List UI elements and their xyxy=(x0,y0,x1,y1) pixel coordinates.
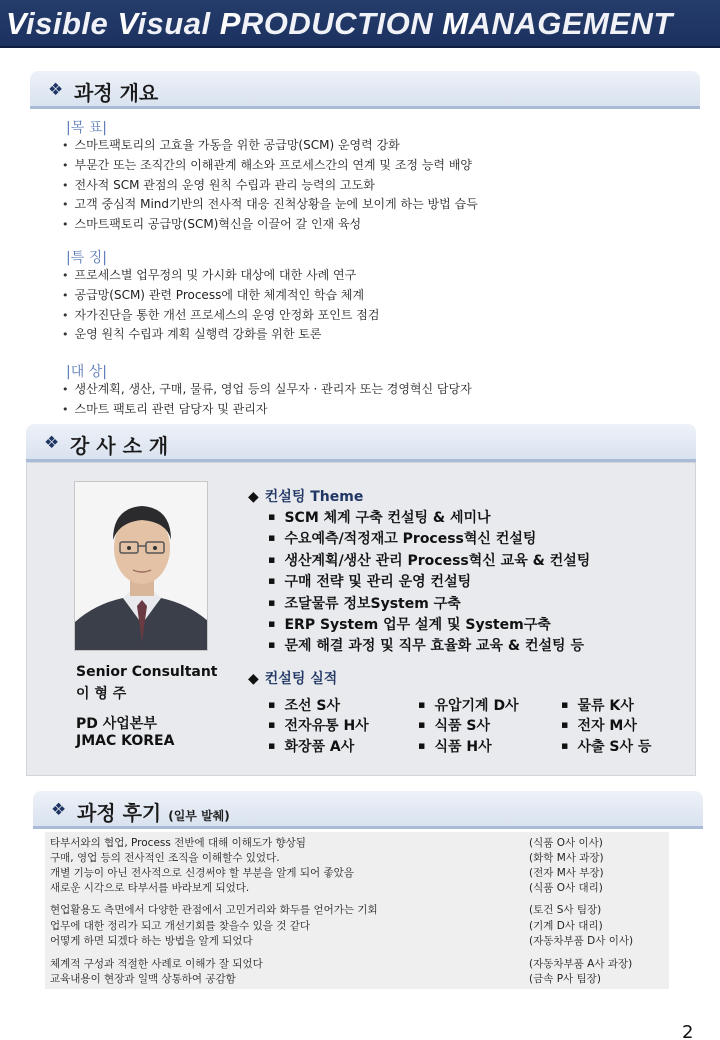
review-row: 교육내용이 현장과 일맥 상통하여 공감함 (금속 P사 팀장) xyxy=(50,973,601,985)
theme-heading: ◆ 컨설팅 Theme xyxy=(248,489,364,505)
list-item: • 스마트팩토리의 고효율 가동을 위한 공급망(SCM) 운영력 강화 xyxy=(62,136,478,156)
performance-item: ▪ 식품 H사 xyxy=(418,736,492,756)
diamond-bullet-icon: ❖ xyxy=(51,800,67,820)
list-item: • 고객 중심적 Mind기반의 전사적 대응 진척상황을 눈에 보이게 하는 방법 습득 xyxy=(62,195,478,215)
review-row: 체계적 구성과 적절한 사례로 이해가 잘 되었다 (자동차부품 A사 과장) xyxy=(50,958,633,970)
performance-item: ▪ 조선 S사 xyxy=(268,695,340,715)
instructor-division: PD 사업본부 xyxy=(76,716,157,732)
performance-item: ▪ 화장품 A사 xyxy=(268,736,354,756)
overview-title: 과정 개요 xyxy=(74,81,159,105)
review-row: 업무에 대한 정리가 되고 개선기회를 찾을수 있을 것 같다 (기계 D사 대리) xyxy=(50,920,603,932)
goal-list xyxy=(62,136,478,235)
review-row: 현업활용도 측면에서 다양한 관점에서 고민거리와 화두를 얻어가는 기회 (토건 S사 팀장) xyxy=(50,904,602,916)
list-item: • 자가진단을 통한 개선 프로세스의 운영 안정화 포인트 점검 xyxy=(62,306,379,326)
list-item: • 스마트 팩토리 관련 담당자 및 관리자 xyxy=(62,400,472,420)
list-item: • 생산계획, 생산, 구매, 물류, 영업 등의 실무자 · 관리자 또는 경영혁신 담당자 xyxy=(62,380,472,400)
performance-heading: ◆ 컨설팅 실적 xyxy=(248,671,338,687)
page-number: 2 xyxy=(682,1022,694,1040)
target-list xyxy=(62,380,472,420)
reviews-subtitle: (일부 발췌) xyxy=(168,809,230,823)
goal-label: |목 표| xyxy=(66,120,107,136)
instructor-name: 이 형 주 xyxy=(76,686,127,702)
reviews-section-header xyxy=(33,791,703,829)
diamond-icon: ◆ xyxy=(248,489,259,505)
theme-list xyxy=(268,508,590,658)
list-item: • 공급망(SCM) 관련 Process에 대한 체계적인 학습 체계 xyxy=(62,286,379,306)
list-item: • 운영 원칙 수립과 계획 실행력 강화를 위한 토론 xyxy=(62,325,379,345)
instructor-portrait-image xyxy=(75,482,208,651)
diamond-bullet-icon: ❖ xyxy=(44,433,60,453)
review-row: 타부서와의 협업, Process 전반에 대해 이해도가 향상됨 (식품 O사 이사) xyxy=(50,837,603,849)
list-item: • 프로세스별 업무정의 및 가시화 대상에 대한 사례 연구 xyxy=(62,266,379,286)
feature-list xyxy=(62,266,379,345)
list-item: • 전사적 SCM 관점의 운영 원칙 수립과 관리 능력의 고도화 xyxy=(62,176,478,196)
instructor-section-header xyxy=(26,424,696,462)
list-item: ▪ 조달물류 정보System 구축 xyxy=(268,594,590,615)
review-row: 어떻게 하면 되겠다 하는 방법을 알게 되었다 (자동차부품 D사 이사) xyxy=(50,935,634,947)
reviews-title: 과정 후기 (일부 발췌) xyxy=(77,801,230,825)
review-row: 개별 기능이 아닌 전사적으로 신경써야 할 부분을 알게 되어 좋았음 (전자 M사 부장) xyxy=(50,867,604,879)
instructor-photo xyxy=(74,481,208,651)
performance-item: ▪ 식품 S사 xyxy=(418,715,490,735)
list-item: ▪ ERP System 업무 설계 및 System구축 xyxy=(268,615,590,636)
review-row: 새로운 시각으로 타부서를 바라보게 되었다. (식품 O사 대리) xyxy=(50,882,603,894)
list-item: ▪ 문제 해결 과정 및 직무 효율화 교육 & 컨설팅 등 xyxy=(268,636,590,657)
target-label: |대 상| xyxy=(66,364,107,380)
performance-item: ▪ 전자 M사 xyxy=(561,715,637,735)
instructor-position: Senior Consultant xyxy=(76,664,218,680)
instructor-title: 강 사 소 개 xyxy=(70,434,169,458)
diamond-bullet-icon: ❖ xyxy=(48,80,64,100)
header-title: Visible Visual PRODUCTION MANAGEMENT xyxy=(6,6,673,41)
review-row: 구매, 영업 등의 전사적인 조직을 이해할수 있었다. (화학 M사 과장) xyxy=(50,852,604,864)
instructor-company: JMAC KOREA xyxy=(76,733,175,749)
performance-item: ▪ 전자유통 H사 xyxy=(268,715,369,735)
list-item: • 스마트팩토리 공급망(SCM)혁신을 이끌어 갈 인재 육성 xyxy=(62,215,478,235)
performance-item: ▪ 물류 K사 xyxy=(561,695,634,715)
list-item: ▪ 수요예측/적정재고 Process혁신 컨설팅 xyxy=(268,529,590,550)
list-item: ▪ SCM 체계 구축 컨설팅 & 세미나 xyxy=(268,508,590,529)
performance-item: ▪ 사출 S사 등 xyxy=(561,736,651,756)
list-item: ▪ 구매 전략 및 관리 운영 컨설팅 xyxy=(268,572,590,593)
overview-section-header xyxy=(30,71,700,109)
list-item: ▪ 생산계획/생산 관리 Process혁신 교육 & 컨설팅 xyxy=(268,551,590,572)
list-item: • 부문간 또는 조직간의 이해관계 해소와 프로세스간의 연계 및 조정 능력 배양 xyxy=(62,156,478,176)
performance-item: ▪ 유압기계 D사 xyxy=(418,695,519,715)
feature-label: |특 징| xyxy=(66,250,107,266)
diamond-icon: ◆ xyxy=(248,671,259,687)
header-banner xyxy=(0,0,720,48)
